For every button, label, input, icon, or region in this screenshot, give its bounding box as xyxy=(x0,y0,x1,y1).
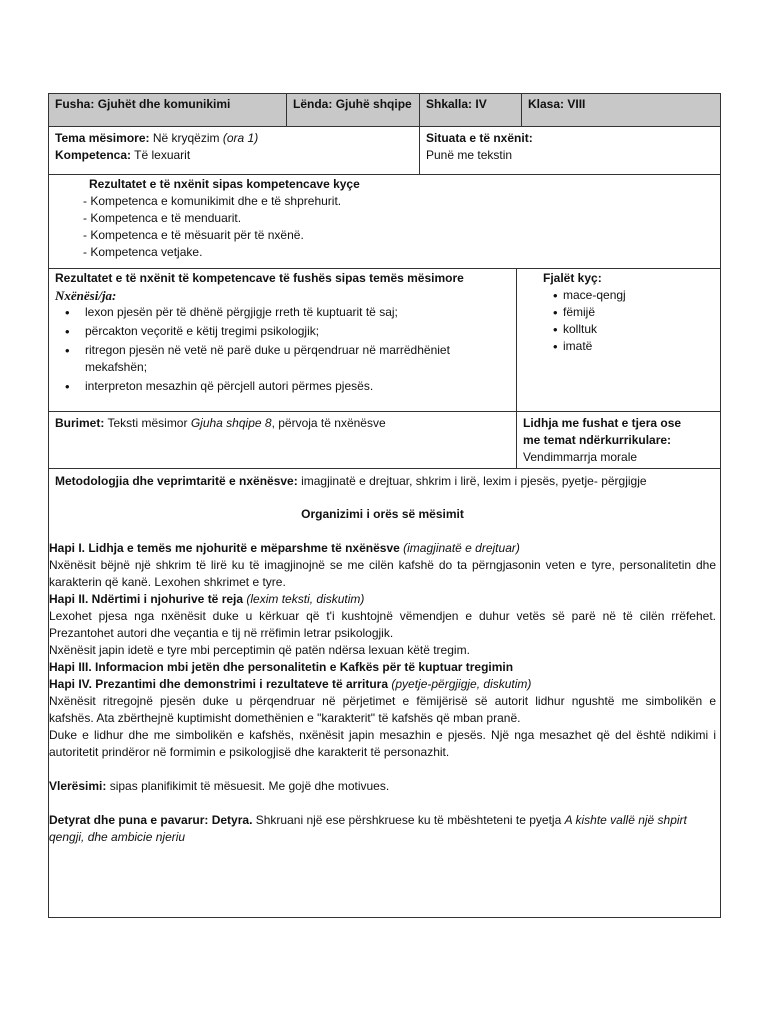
list-item-continuation-text: mekafshën; xyxy=(85,360,148,374)
step4-text: Nxënësit ritregojnë pjesën duke u përqendruar në përjetimet e fëmijërisë së autorit lidhur ngushtë me simbolikën e xyxy=(49,694,716,708)
shkalla-label: Shkalla: xyxy=(426,97,473,111)
list-item: • interpreton mesazhin që përcjell autori përmes pjesës. xyxy=(55,378,510,395)
resources-text: Teksti mësimor xyxy=(107,416,188,430)
header-row xyxy=(49,94,720,127)
header-lenda xyxy=(286,94,419,126)
keywords-title: Fjalët kyç: xyxy=(543,271,602,285)
situata-cell xyxy=(419,127,720,174)
field-competences-subtitle: Nxënësi/ja: xyxy=(55,288,117,303)
evaluation-line xyxy=(49,778,716,795)
step2-text: Nxënësit japin idetë e tyre mbi perceptimin që patën ndërsa lexuan këtë tregim. xyxy=(49,643,470,657)
header-shkalla xyxy=(419,94,521,126)
methodology-label: Metodologjia dhe veprimtaritë e nxënësve: xyxy=(55,474,298,488)
list-item: • përcakton veçoritë e këtij tregimi psikologjik; xyxy=(55,323,510,340)
header-fusha xyxy=(49,94,286,126)
lesson-plan-table xyxy=(48,93,721,918)
field-competences-list xyxy=(55,304,510,395)
resources-cell xyxy=(49,412,516,468)
step1-title: Hapi I. Lidhja e temës me njohuritë e mëparshme të nxënësve xyxy=(49,541,400,555)
step4-title: Hapi IV. Prezantimi dhe demonstrimi i rezultateve të arritura xyxy=(49,677,388,691)
homework-question: A kishte vallë një shpirt xyxy=(564,813,687,827)
step2-text: Prezantohet autori dhe veçantia e tij në rrëfimin letrar psikologjik. xyxy=(49,626,394,640)
tema-note: (ora 1) xyxy=(222,131,259,145)
fusha-label: Fusha: xyxy=(55,97,95,111)
step2-text: Lexohet pjesa nga nxënësit duke u kërkuar që t'i kushtojnë vëmendjen e duhur vetës së parë në të cilën rrëfehet. xyxy=(49,609,716,623)
topic-row xyxy=(49,127,720,175)
resources-text-end: , përvoja të nxënësve xyxy=(271,416,386,430)
step1-text: karakterin që kanë. Lexohen shkrimet e tyre. xyxy=(49,575,286,589)
keywords-cell xyxy=(516,269,720,411)
field-competences-cell xyxy=(49,269,516,411)
homework-question-cont: qengji, dhe ambicie njeriu xyxy=(49,830,186,844)
resources-row xyxy=(49,412,720,469)
keywords-list xyxy=(543,287,714,355)
step4-text: kafshës. Ata zbërthejnë kuptimisht domethënien e "karakterit" të kafshës që mban pranë. xyxy=(49,711,521,725)
step4-note: (pyetje-përgjigje, diskutim) xyxy=(391,677,532,691)
topic-cell xyxy=(49,127,419,174)
kompetenca-label: Kompetenca: xyxy=(55,148,132,162)
kompetenca-value: Të lexuarit xyxy=(134,148,191,162)
links-title: Lidhja me fushat e tjera ose xyxy=(523,416,682,430)
key-competence-item: - Kompetenca vetjake. xyxy=(83,245,203,259)
homework-line xyxy=(49,812,716,829)
step2-note: (lexim teksti, diskutim) xyxy=(246,592,365,606)
situata-label: Situata e të nxënit: xyxy=(426,131,533,145)
tema-value: Në kryqëzim xyxy=(152,131,220,145)
keyword-item: • imatë xyxy=(543,338,714,355)
field-competences-row xyxy=(49,269,720,412)
organization-title: Organizimi i orës së mësimit xyxy=(301,507,464,521)
step2-title-line xyxy=(49,591,716,608)
step4-title-line xyxy=(49,676,716,693)
field-competences-title: Rezultatet e të nxënit të kompetencave të fushës sipas temës mësimore xyxy=(55,271,464,285)
homework-value: Shkruani një ese përshkruese ku të mbështeteni te pyetja xyxy=(255,813,562,827)
fusha-value: Gjuhët dhe komunikimi xyxy=(97,97,231,111)
links-value: Vendimmarrja morale xyxy=(523,450,638,464)
list-item: • lexon pjesën për të dhënë përgjigje rreth të kuptuarit të saj; xyxy=(55,304,510,321)
step4-text: autoritetit prindëror në formimin e psikologjisë dhe karakterit të personazhit. xyxy=(49,745,450,759)
keyword-item: • mace-qengj xyxy=(543,287,714,304)
links-cell xyxy=(516,412,720,468)
step1-text: Nxënësit bëjnë një shkrim të lirë ku të imagjinojnë se me cilën kafshë do ta përngjasonin veten e tyre, personalitetin dhe xyxy=(49,558,716,572)
key-competence-item: - Kompetenca e të mësuarit për të nxënë. xyxy=(83,228,304,242)
shkalla-value: IV xyxy=(475,97,487,111)
key-competence-item: - Kompetenca e të menduarit. xyxy=(83,211,242,225)
header-klasa xyxy=(521,94,720,126)
key-competences-title: Rezultatet e të nxënit sipas kompetencave kyçe xyxy=(89,177,360,191)
keyword-item: • kolltuk xyxy=(543,321,714,338)
evaluation-label: Vlerësimi: xyxy=(49,779,107,793)
key-competences-cell xyxy=(49,175,720,268)
resources-book: Gjuha shqipe 8 xyxy=(190,416,272,430)
evaluation-value: sipas planifikimit të mësuesit. Me gojë dhe motivues. xyxy=(109,779,390,793)
list-item-continuation xyxy=(55,359,510,376)
klasa-label: Klasa: xyxy=(528,97,565,111)
methodology-line xyxy=(55,473,716,490)
lesson-body xyxy=(49,470,720,917)
klasa-value: VIII xyxy=(567,97,586,111)
step1-note: (imagjinatë e drejtuar) xyxy=(403,541,520,555)
step2-title: Hapi II. Ndërtimi i njohurive të reja xyxy=(49,592,244,606)
tema-label: Tema mësimore: xyxy=(55,131,150,145)
methodology-value: imagjinatë e drejtuar, shkrim i lirë, lexim i pjesës, pyetje- përgjigje xyxy=(301,474,647,488)
step4-text: Duke e lidhur dhe me simbolikën e kafshës, nxënësit japin mesazhin e pjesës. Një nga mesazhet që del është ndikimi i xyxy=(49,728,716,742)
key-competence-item: - Kompetenca e komunikimit dhe e të shprehurit. xyxy=(83,194,342,208)
situata-value: Punë me tekstin xyxy=(426,148,513,162)
resources-label: Burimet: xyxy=(55,416,105,430)
key-competences-row xyxy=(49,175,720,269)
list-item: • ritregon pjesën në vetë në parë duke u përqendruar në marrëdhëniet xyxy=(55,342,510,359)
lenda-value: Gjuhë shqipe xyxy=(335,97,412,111)
keyword-item: • fëmijë xyxy=(543,304,714,321)
lenda-label: Lënda: xyxy=(293,97,333,111)
homework-label: Detyrat dhe puna e pavarur: Detyra. xyxy=(49,813,253,827)
step1-title-line xyxy=(49,540,716,557)
links-title-cont: me temat ndërkurrikulare: xyxy=(523,433,672,447)
step3-title: Hapi III. Informacion mbi jetën dhe personalitetin e Kafkës për të kuptuar tregimin xyxy=(49,660,514,674)
